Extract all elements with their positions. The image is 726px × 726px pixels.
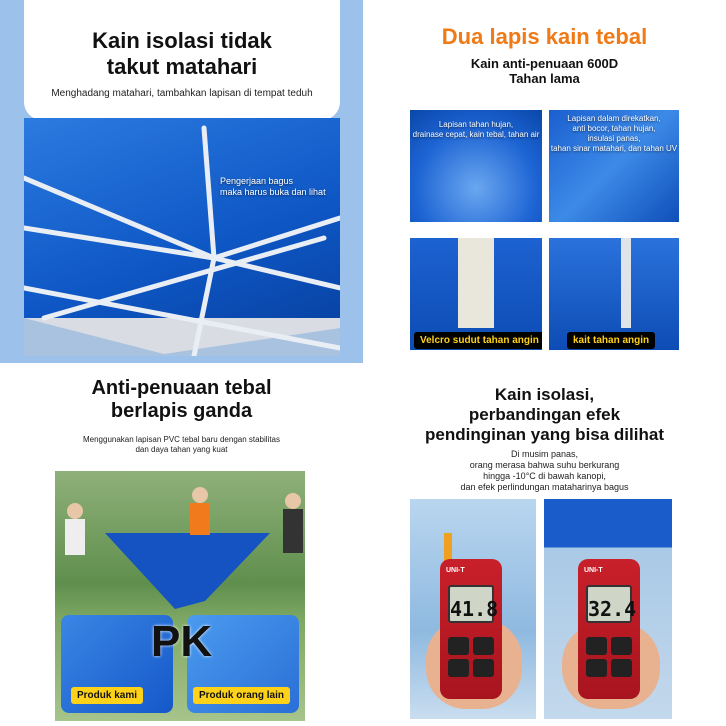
desc-line: Di musim panas, [510, 449, 579, 459]
thermometer-device [440, 559, 502, 699]
rainproof-layer-photo [410, 110, 542, 222]
meter-brand: UNI-T [446, 567, 465, 574]
thermometer-sun-photo [410, 499, 536, 719]
overlay-line: Pengerjaan bagus [220, 176, 294, 186]
desc-line: orang merasa bahwa suhu berkurang [469, 460, 620, 470]
rainproof-caption [410, 120, 542, 140]
title-line: pendinginan yang bisa dilihat [425, 425, 664, 444]
title-line: Kain isolasi tidak [92, 28, 272, 53]
inner-layer-caption [549, 114, 679, 154]
caption-line: insulasi panas, [587, 134, 641, 143]
meter-buttons [448, 637, 494, 677]
panel-title [24, 28, 340, 80]
panel-title [363, 385, 726, 445]
velcro-corner-photo [410, 238, 542, 350]
panel-cooling-comparison [363, 363, 726, 726]
meter-brand: UNI-T [584, 567, 603, 574]
meter-buttons [586, 637, 632, 677]
pk-comparison-mark: PK [151, 617, 213, 666]
title-line: perbandingan efek [468, 405, 621, 424]
wind-hook-photo [549, 238, 679, 350]
competitor-product-label: Produk orang lain [193, 687, 290, 704]
panel-title: Dua lapis kain tebal [441, 24, 648, 49]
panel-subtitle: Menghadang matahari, tambahkan lapisan di tempat teduh [51, 88, 313, 99]
canopy-photo [24, 118, 340, 356]
caption-line: anti bocor, tahan hujan, [572, 124, 656, 133]
stretched-fabric-illustration [55, 471, 305, 611]
desc-line: Menggunakan lapisan PVC tebal baru dengan stabilitas [82, 435, 281, 444]
title-line: berlapis ganda [110, 400, 253, 422]
title-line: takut matahari [106, 54, 258, 79]
craft-overlay-text [220, 176, 326, 198]
hook-pole [621, 238, 631, 328]
meter-screen [586, 585, 637, 623]
hook-label: kait tahan angin [567, 332, 655, 349]
meter-screen [448, 585, 499, 623]
panel-anti-aging [0, 363, 363, 726]
panel-description [363, 449, 726, 493]
temperature-reading: 32.4 [588, 597, 637, 621]
inner-layer-photo [549, 110, 679, 222]
subtitle-line: Kain anti-penuaan 600D [470, 56, 619, 71]
panel-description [0, 435, 363, 455]
caption-line: drainase cepat, kain tebal, tahan air [412, 130, 540, 139]
thermometer-device [578, 559, 640, 699]
our-product-label: Produk kami [71, 687, 143, 704]
tug-test-photo [55, 471, 305, 721]
thermometer-shade-photo [544, 499, 672, 719]
velcro-strap [458, 238, 494, 328]
title-line: Anti-penuaan tebal [91, 377, 272, 399]
velcro-label: Velcro sudut tahan angin [414, 332, 542, 349]
overlay-line: maka harus buka dan lihat [220, 187, 326, 197]
caption-line: Lapisan dalam direkatkan, [567, 114, 661, 123]
desc-line: dan daya tahan yang kuat [135, 445, 228, 454]
panel-subtitle [363, 56, 726, 86]
panel-double-layer [363, 0, 726, 363]
caption-line: tahan sinar matahari, dan tahan UV [550, 144, 678, 153]
desc-line: dan efek perlindungan mataharinya bagus [460, 482, 629, 492]
canopy-frame-illustration [24, 118, 340, 356]
temperature-reading: 41.8 [450, 597, 499, 621]
desc-line: hingga -10°C di bawah kanopi, [483, 471, 606, 481]
caption-line: Lapisan tahan hujan, [438, 120, 514, 129]
subtitle-line: Tahan lama [509, 71, 580, 86]
title-line: Kain isolasi, [494, 385, 595, 404]
panel-title [0, 377, 363, 423]
panel-sun-insulation [0, 0, 363, 363]
